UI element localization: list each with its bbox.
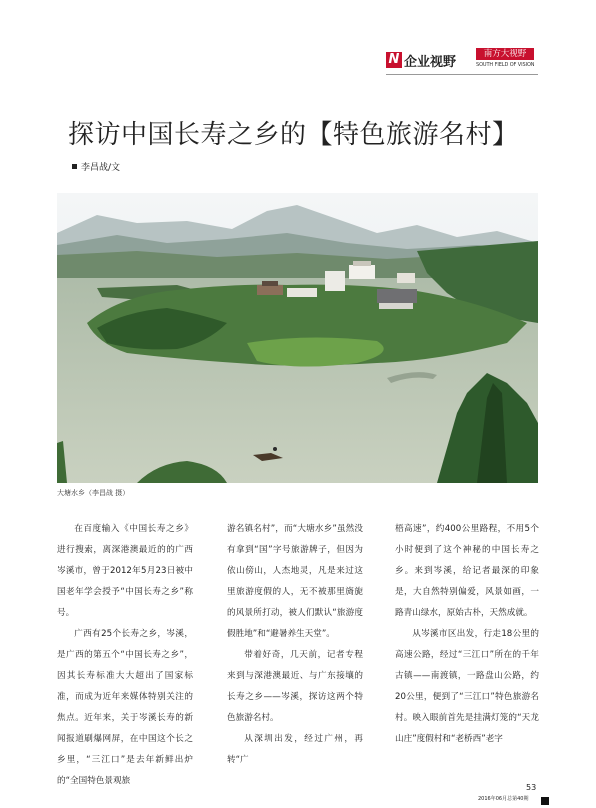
photo-caption: 大塘水乡（李昌战 摄）	[57, 489, 130, 497]
landscape-photo	[57, 193, 538, 483]
section-tag: 南方大视野	[476, 48, 534, 60]
body-column-1	[57, 519, 193, 792]
section-header	[386, 48, 538, 74]
byline	[72, 160, 120, 173]
paragraph: 广西有25个长寿之乡，岑溪，是广西的第五个“中国长寿之乡”，因其长寿标准大大超出了国家标准，而成为近年来媒体特别关注的焦点。近年来，关于岑溪长寿的新闻报道刷爆网屏，在中国这个长之乡里，“三江口”是去年新鲜出炉的“全国特色景观旅	[57, 629, 193, 786]
section-logo: N	[386, 52, 402, 68]
section-name: 企业视野	[404, 55, 457, 70]
page-number: 53	[526, 783, 537, 792]
byline-author: 李昌战/文	[81, 163, 121, 173]
paragraph: 带着好奇，几天前，记者专程来到与深港澳最近、与广东接壤的长寿之乡——岑溪，探访这两个特色旅游名村。	[227, 650, 363, 723]
issue-label: 2016年06月总第40期	[478, 796, 529, 802]
paragraph: 从深圳出发，经过广州，再转“广	[227, 734, 363, 765]
paragraph: 在百度输入《中国长寿之乡》进行搜索，离深港澳最近的的广西岑溪市，曾于2012年5月23日被中国老年学会授予“中国长寿之乡”称号。	[57, 524, 193, 618]
section-tag-english: SOUTH FIELD OF VISION	[476, 62, 535, 68]
paragraph: 从岑溪市区出发，行走18公里的高速公路，经过“三江口”所在的千年古镇——南渡镇，一路盘山公路，约20公里，便到了“三江口”特色旅游名村。映入眼前首先是挂满灯笼的“天龙山庄”度假村和“老桥西”老字	[395, 629, 539, 744]
corner-mark	[541, 797, 549, 805]
body-column-3	[395, 519, 539, 750]
article-title: 探访中国长寿之乡的【特色旅游名村】	[68, 120, 519, 150]
body-column-2	[227, 519, 363, 771]
paragraph: 梧高速”，约400公里路程，不用5个小时便到了这个神秘的中国长寿之乡。来到岑溪，给记者最深的印象是，大自然特别偏爱，风景如画，一路青山绿水，原始古朴，天然成就。	[395, 524, 539, 618]
header-rule	[386, 74, 538, 75]
byline-marker	[72, 164, 77, 169]
paragraph: 游名镇名村”，而“大塘水乡”虽然没有拿到“国”字号旅游牌子，但因为依山傍山，人杰地灵，凡是来过这里旅游度假的人，无不被那里旖旎的风景所打动，被人们默认“旅游度假胜地”和“避暑养生天堂”。	[227, 524, 363, 639]
